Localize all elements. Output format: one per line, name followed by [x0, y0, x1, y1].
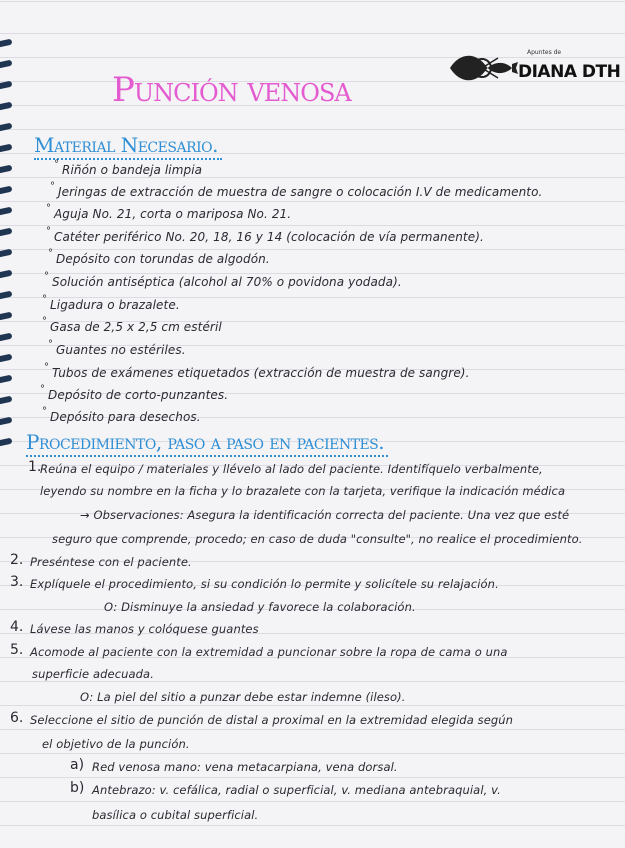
spiral-ring [0, 207, 12, 216]
list-bullet: ° [44, 362, 49, 373]
material-item: Aguja No. 21, corta o mariposa No. 21. [54, 207, 292, 221]
procedimiento-heading-text: Procedimiento, paso a paso en pacientes. [26, 430, 385, 454]
step-number: 1. [28, 459, 42, 475]
spiral-ring [0, 144, 12, 153]
material-heading-text: Material Necesario. [34, 133, 218, 157]
material-item: Jeringas de extracción de muestra de sangre o colocación I.V de medicamento. [58, 185, 543, 199]
step-number: 4. [10, 619, 24, 635]
procedure-line: O: La piel del sitio a punzar debe estar indemne (ileso). [80, 690, 406, 704]
material-heading [34, 133, 218, 157]
spiral-ring [0, 333, 12, 342]
spiral-ring [0, 81, 12, 90]
spiral-ring [0, 396, 12, 405]
procedure-line: Lávese las manos y colóquese guantes [30, 622, 259, 636]
page-title: Punción venosa [112, 70, 351, 110]
logo-caption: Apuntes de [527, 49, 562, 56]
list-bullet: ° [42, 294, 47, 305]
step-number: 3. [10, 574, 24, 590]
procedure-line: → Observaciones: Asegura la identificación correcta del paciente. Una vez que esté [80, 508, 570, 522]
list-bullet: ° [48, 248, 53, 259]
spiral-ring [0, 438, 12, 447]
logo-name: DIANA DTH [518, 62, 621, 82]
procedure-line: leyendo su nombre en la ficha y lo brazalete con la tarjeta, verifique la indicación médica [40, 484, 566, 498]
spiral-ring [0, 354, 12, 363]
procedure-line: Red venosa mano: vena metacarpiana, vena dorsal. [92, 760, 398, 774]
spiral-ring [0, 270, 12, 279]
list-bullet: ° [48, 339, 53, 350]
spiral-ring [0, 102, 12, 111]
procedure-line: el objetivo de la punción. [42, 737, 190, 751]
material-item: Riñón o bandeja limpia [62, 163, 203, 177]
procedure-line: Antebrazo: v. cefálica, radial o superficial, v. mediana antebraquial, v. [92, 783, 501, 797]
material-item: Depósito con torundas de algodón. [56, 252, 270, 266]
list-bullet: ° [54, 159, 59, 170]
spiral-ring [0, 291, 12, 300]
step-number: a) [70, 757, 85, 773]
step-number: 6. [10, 710, 24, 726]
spiral-ring [0, 39, 12, 48]
spiral-ring [0, 186, 12, 195]
step-number: 2. [10, 552, 24, 568]
spiral-ring [0, 249, 12, 258]
spiral-ring [0, 165, 12, 174]
spiral-ring [0, 312, 12, 321]
material-item: Ligadura o brazalete. [50, 298, 180, 312]
list-bullet: ° [46, 226, 51, 237]
heading-underline [34, 158, 222, 160]
material-item: Guantes no estériles. [56, 343, 186, 357]
procedure-line: seguro que comprende, procedo; en caso de duda "consulte", no realice el procedimiento. [52, 532, 583, 546]
list-bullet: ° [44, 271, 49, 282]
heading-underline [26, 455, 388, 457]
list-bullet: ° [40, 384, 45, 395]
spiral-ring [0, 123, 12, 132]
procedure-line: Reúna el equipo / materiales y llévelo al lado del paciente. Identifíquelo verbalmente, [40, 462, 543, 476]
spiral-ring [0, 375, 12, 384]
material-item: Depósito de corto-punzantes. [48, 388, 229, 402]
material-item: Solución antiséptica (alcohol al 70% o povidona yodada). [52, 275, 402, 289]
material-item: Depósito para desechos. [50, 410, 201, 424]
list-bullet: ° [46, 203, 51, 214]
procedure-line: Acomode al paciente con la extremidad a puncionar sobre la ropa de cama o una [30, 645, 508, 659]
step-number: 5. [10, 642, 24, 658]
material-item: Gasa de 2,5 x 2,5 cm estéril [50, 320, 222, 334]
procedure-line: Explíquele el procedimiento, si su condición lo permite y solicítele su relajación. [30, 577, 499, 591]
material-item: Tubos de exámenes etiquetados (extracción de muestra de sangre). [52, 366, 470, 380]
procedure-line: superficie adecuada. [32, 667, 154, 681]
list-bullet: ° [50, 181, 55, 192]
list-bullet: ° [42, 406, 47, 417]
procedure-line: Preséntese con el paciente. [30, 555, 192, 569]
spiral-ring [0, 228, 12, 237]
procedure-line: O: Disminuye la ansiedad y favorece la colaboración. [104, 600, 416, 614]
procedimiento-heading [26, 430, 384, 454]
procedure-line: Seleccione el sitio de punción de distal a proximal en la extremidad elegida según [30, 713, 514, 727]
material-item: Catéter periférico No. 20, 18, 16 y 14 (colocación de vía permanente). [54, 230, 484, 244]
spiral-ring [0, 417, 12, 426]
procedure-line: basílica o cubital superficial. [92, 808, 259, 822]
spiral-ring [0, 60, 12, 69]
list-bullet: ° [42, 316, 47, 327]
step-number: b) [70, 780, 85, 796]
